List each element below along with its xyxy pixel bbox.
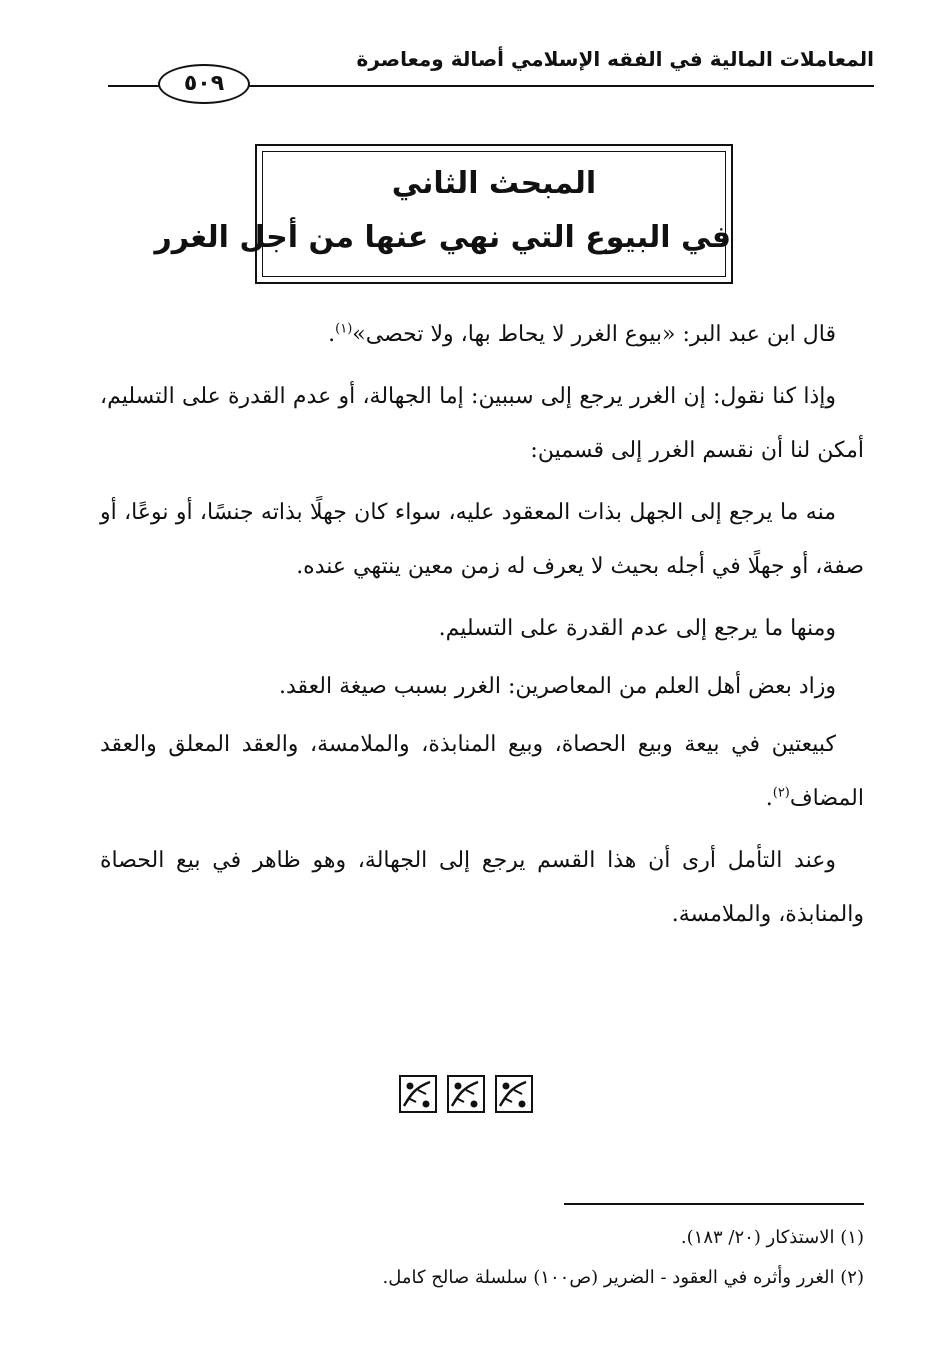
section-subtitle: في البيوع التي نهي عنها من أجل الغرر	[154, 220, 731, 255]
paragraph	[100, 718, 864, 826]
ornament-glyph	[448, 1076, 484, 1112]
paragraph	[100, 486, 864, 594]
paragraph-text: منه ما يرجع إلى الجهل بذات المعقود عليه، سواء كان جهلًا بذاته جنسًا، أو نوعًا، أو صفة، أو جهلًا في أجله بحيث لا يعرف له زمن معين ينتهي عنده.	[100, 500, 864, 579]
ornament-glyph	[400, 1076, 436, 1112]
paragraph	[100, 308, 864, 362]
footnote-rule	[564, 1203, 864, 1205]
footnote-text: الاستذكار (٢٠/ ١٨٣).	[680, 1227, 835, 1248]
paragraph-text: وإذا كنا نقول: إن الغرر يرجع إلى سببين: إما الجهالة، أو عدم القدرة على التسليم، أمكن لنا أن نقسم الغرر إلى قسمين:	[100, 384, 864, 463]
footnotes	[100, 1218, 864, 1298]
paragraph	[100, 370, 864, 478]
paragraph-end: .	[328, 322, 336, 347]
paragraph-end: .	[765, 786, 773, 811]
paragraph	[100, 660, 864, 714]
running-title: المعاملات المالية في الفقه الإسلامي أصالة ومعاصرة	[356, 47, 874, 71]
footnote-ref: (٢)	[772, 785, 790, 801]
paragraph-text: قال ابن عبد البر: «بيوع الغرر لا يحاط بها، ولا تحصى»	[352, 322, 836, 347]
footnote-text: الغرر وأثره في العقود - الضرير (ص١٠٠) سلسلة صالح كامل.	[382, 1267, 835, 1288]
paragraph-text: وعند التأمل أرى أن هذا القسم يرجع إلى الجهالة، وهو ظاهر في بيع الحصاة والمنابذة، والملامسة.	[100, 848, 864, 927]
ornament-glyph	[496, 1076, 532, 1112]
body-text	[100, 308, 864, 950]
footnote-marker: (١)	[840, 1227, 864, 1248]
floral-ornament-icon	[396, 1074, 536, 1114]
paragraph-text: وزاد بعض أهل العلم من المعاصرين: الغرر بسبب صيغة العقد.	[278, 674, 836, 699]
footnote-ref: (١)	[335, 321, 353, 337]
footnote	[100, 1218, 864, 1258]
page-number: ٥٠٩	[158, 64, 250, 104]
paragraph	[100, 602, 864, 656]
paragraph-text: ومنها ما يرجع إلى عدم القدرة على التسليم.	[438, 616, 836, 641]
section-title-box	[154, 144, 733, 284]
footnote	[100, 1258, 864, 1298]
paragraph-text: كبيعتين في بيعة وبيع الحصاة، وبيع المنابذة، والملامسة، والعقد المعلق والعقد المضاف	[100, 732, 864, 811]
section-title: المبحث الثاني	[391, 166, 597, 201]
paragraph	[100, 834, 864, 942]
footnote-marker: (٢)	[840, 1267, 864, 1288]
